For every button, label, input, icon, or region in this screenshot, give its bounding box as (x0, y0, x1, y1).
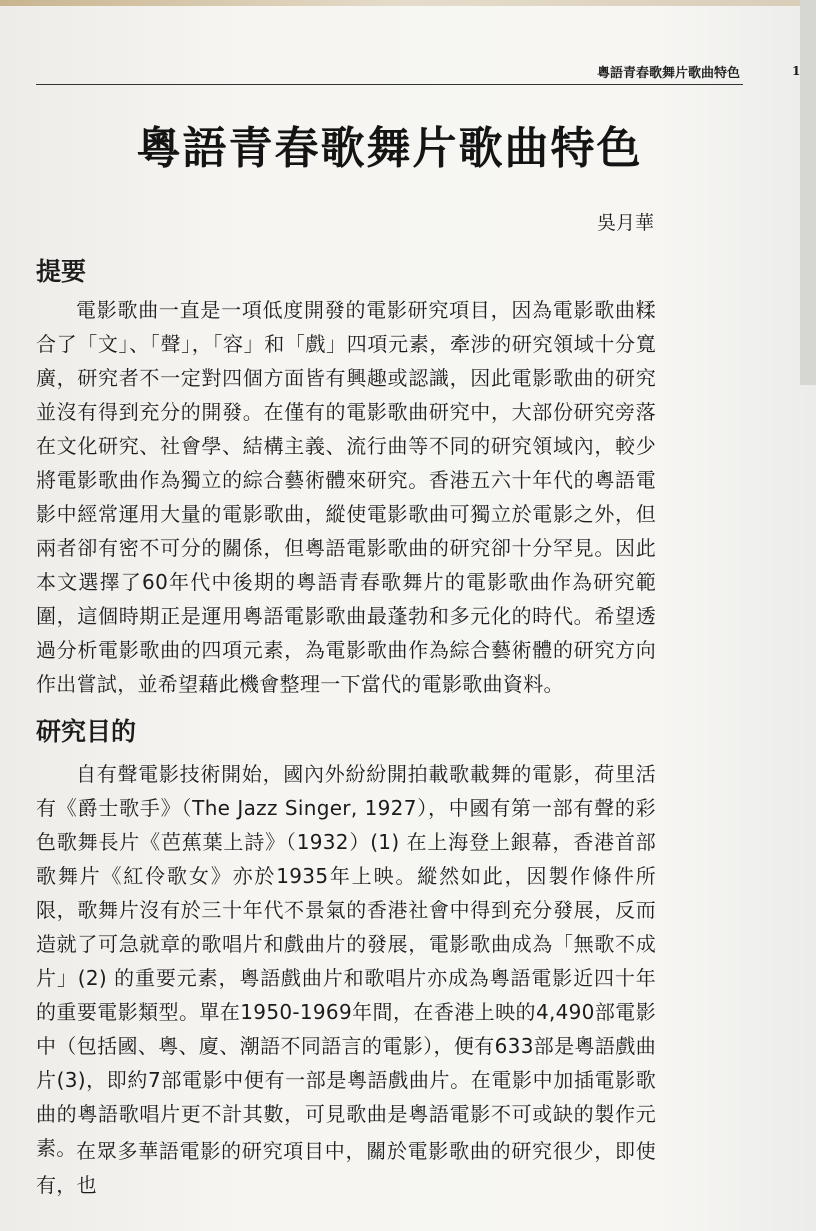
abstract-heading: 提要 (36, 257, 87, 286)
side-tab-marker (800, 0, 816, 385)
article-author: 吳月華 (596, 212, 654, 234)
header-rule (36, 84, 743, 85)
purpose-paragraph-2: 在眾多華語電影的研究項目中，關於電影歌曲的研究很少，即使有，也 (36, 1139, 656, 1197)
running-head: 粵語青春歌舞片歌曲特色 (596, 66, 740, 81)
page-number: 1 (792, 64, 801, 78)
abstract-paragraph: 電影歌曲一直是一項低度開發的電影研究項目，因為電影歌曲糅合了「文」、「聲」，「容」和「戲」四項元素，牽涉的研究領域十分寬廣，研究者不一定對四個方面皆有興趣或認識，因此電影歌曲的研究並沒有得到充分的開發。在僅有的電影歌曲研究中，大部份研究旁落在文化研究、社會學、結構主義、流行曲等不同的研究領域內，較少將電影歌曲作為獨立的綜合藝術體來研究。香港五六十年代的粵語電影中經常運用大量的電影歌曲，縱使電影歌曲可獨立於電影之外，但兩者卻有密不可分的關係，但粵語電影歌曲的研究卻十分罕見。因此本文選擇了60年代中後期的粵語青春歌舞片的電影歌曲作為研究範圍，這個時期正是運用粵語電影歌曲最蓬勃和多元化的時代。希望透過分析電影歌曲的四項元素，為電影歌曲作為綜合藝術體的研究方向作出嘗試，並希望藉此機會整理一下當代的電影歌曲資料。 (36, 298, 656, 696)
purpose-paragraph-1: 自有聲電影技術開始，國內外紛紛開拍載歌載舞的電影，荷里活有《爵士歌手》（The Jazz Singer, 1927），中國有第一部有聲的彩色歌舞長片《芭蕉葉上詩》（1932）(1) 在上海登上銀幕，香港首部歌舞片《紅伶歌女》亦於1935年上映。縱然如此，因製作條件所限，歌舞片沒有於三十年代不景氣的香港社會中得到充分發展，反而造就了可急就章的歌唱片和戲曲片的發展，電影歌曲成為「無歌不成片」(2) 的重要元素，粵語戲曲片和歌唱片亦成為粵語電影近四十年的重要電影類型。單在1950-1969年間，在香港上映的4,490部電影中（包括國、粵、廈、潮語不同語言的電影），便有633部是粵語戲曲片(3)，即約7部電影中便有一部是粵語戲曲片。在電影中加插電影歌曲的粵語歌唱片更不計其數，可見歌曲是粵語電影不可或缺的製作元素。 (36, 762, 656, 1160)
purpose-heading: 研究目的 (36, 717, 137, 746)
article-title: 粵語青春歌舞片歌曲特色 (136, 123, 643, 174)
page-top-edge (0, 0, 816, 6)
